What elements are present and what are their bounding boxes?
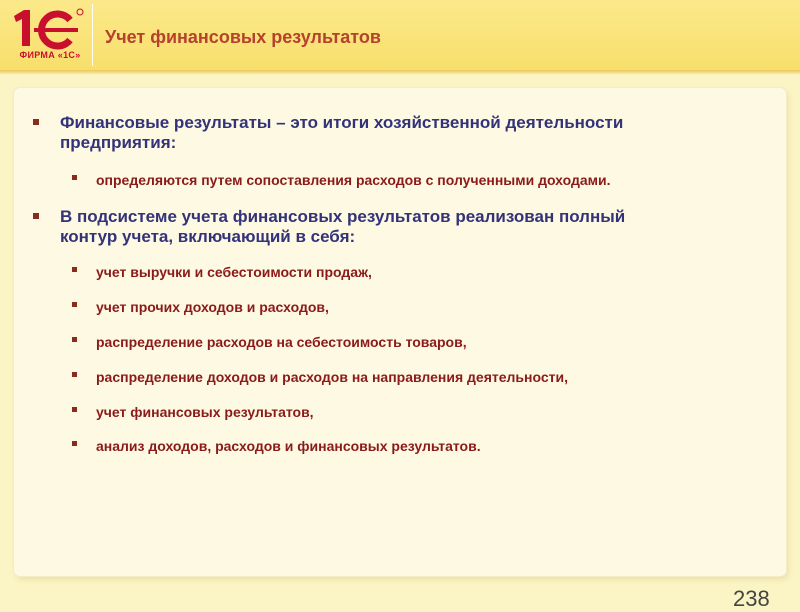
bullet-square-icon bbox=[72, 175, 77, 180]
list-item-text: распределение расходов на себестоимость товаров, bbox=[96, 334, 467, 350]
bullet-square-icon bbox=[72, 337, 77, 342]
list-item-text: учет финансовых результатов, bbox=[96, 404, 314, 420]
list-item-text: предприятия: bbox=[60, 133, 177, 152]
bullet-square-icon bbox=[72, 302, 77, 307]
header-shadow bbox=[0, 70, 800, 75]
header-divider bbox=[92, 4, 93, 66]
content-panel bbox=[14, 88, 786, 576]
list-item-text: анализ доходов, расходов и финансовых результатов. bbox=[96, 438, 481, 454]
bullet-square-icon bbox=[72, 267, 77, 272]
list-item-text: Финансовые результаты – это итоги хозяйственной деятельности bbox=[60, 113, 624, 132]
logo-1c-icon bbox=[8, 6, 88, 52]
bullet-square-icon bbox=[72, 441, 77, 446]
list-item-text: распределение доходов и расходов на направления деятельности, bbox=[96, 369, 568, 385]
bullet-square-icon bbox=[33, 213, 39, 219]
page-title: Учет финансовых результатов bbox=[105, 27, 381, 47]
logo-subtitle: ФИРМА «1С» bbox=[19, 50, 81, 60]
bullet-square-icon bbox=[72, 372, 77, 377]
bullet-square-icon bbox=[72, 407, 77, 412]
list-item-text: учет прочих доходов и расходов, bbox=[96, 299, 329, 315]
list-item-text: В подсистеме учета финансовых результатов реализован полный bbox=[60, 207, 626, 226]
list-item-text: контур учета, включающий в себя: bbox=[60, 227, 356, 246]
bullet-square-icon bbox=[33, 119, 39, 125]
page-number: 238 bbox=[733, 586, 770, 611]
list-item-text: учет выручки и себестоимости продаж, bbox=[96, 264, 372, 280]
list-item-text: определяются путем сопоставления расходов с полученными доходами. bbox=[96, 172, 611, 188]
